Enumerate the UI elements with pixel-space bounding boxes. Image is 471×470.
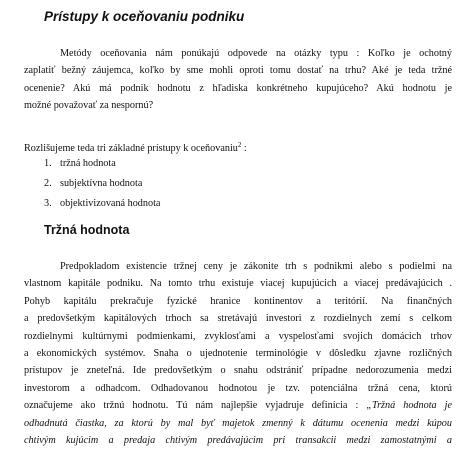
approaches-intro [24,138,247,156]
list-number: 1. [44,158,52,169]
definition-line: chtivým kujúcim a predaja chtivým predávajúcim pri transakcii medzi zamostatnými a [24,435,452,447]
list-number: 3. [44,198,52,209]
paragraph-line: zaplatiť bežný záujemca, koľko by sme mohli oproti tomu dostať na trhu? Aké je teda tržné [24,65,452,77]
paragraph-line: vlastnom kapitále podniku. Na tomto trhu existuje viacej kupujúcich a viacej predávajúcich . [24,278,452,290]
list-item [44,196,160,216]
paragraph-line: a ekonomických systémov. Snaha o ujednotenie terminológie v dôsledku zjavne rozličných [24,348,452,360]
paragraph-line: možné považovať za nespornú? [24,100,154,112]
list-label: objektivizovaná hodnota [60,198,161,209]
list-item [44,176,160,196]
definition-line: odhadnutá čiastka, za ktorú by mal byť majetok zmenný k dátumu ocenenia medzi kúpou [24,417,452,429]
intro-suffix: : [241,143,247,154]
section-heading: Prístupy k oceňovaniu podniku [44,9,245,24]
list-item [44,156,160,176]
paragraph-line: Predpokladom existencie tržnej ceny je zákonite trh s podnikmi alebo s podielmi na [60,261,452,272]
paragraph-line [24,397,452,414]
paragraph-line: investorom a odhadcom. Odhadovanou hodnotou je tzv. potenciálna tržná cena, ktorú [24,382,452,394]
intro-text: Rozlišujeme teda tri základné prístupy k oceňovaniu [24,143,238,154]
approaches-list [44,156,160,216]
subsection-heading: Tržná hodnota [44,223,130,237]
footnote-marker: 2 [237,141,242,149]
list-label: subjektívna hodnota [60,178,143,189]
definition-lead: označujeme ako tržnú hodnotu. Tú nám najlepšie vyjadruje definícia : [24,400,367,412]
paragraph-line: Pohyb kapitálu prekračuje fyzické hranice kontinentov a teritórií. Na finančných [24,295,452,307]
paragraph-line: rozdielnymi kultúrnymi podmienkami, zvyklosťami a vyspelosťami svojich domácich trhov [24,330,452,342]
list-number: 2. [44,178,52,189]
paragraph-line: prístupov je zneteľná. Ide predovšetkým o snahu odstrániť prípadne nedorozumenia medzi [24,365,452,377]
paragraph-line: a predovšetkým kapitálových trhoch sa stretávajú investori z rozdielnych zemí s celkom [24,313,452,325]
paragraph-line: ocenenie? Akú má podnik hodnotu z hľadiska konkrétneho kupujúceho? Akú hodnotu je [24,82,452,94]
intro-paragraph [24,45,452,115]
list-label: tržná hodnota [60,158,116,169]
definition-quote-start: „Tržná hodnota je [366,400,452,412]
paragraph-line: Metódy oceňovania nám ponúkajú odpovede na otázky typu : Koľko je ochotný [60,48,452,59]
market-value-paragraph [24,258,452,449]
